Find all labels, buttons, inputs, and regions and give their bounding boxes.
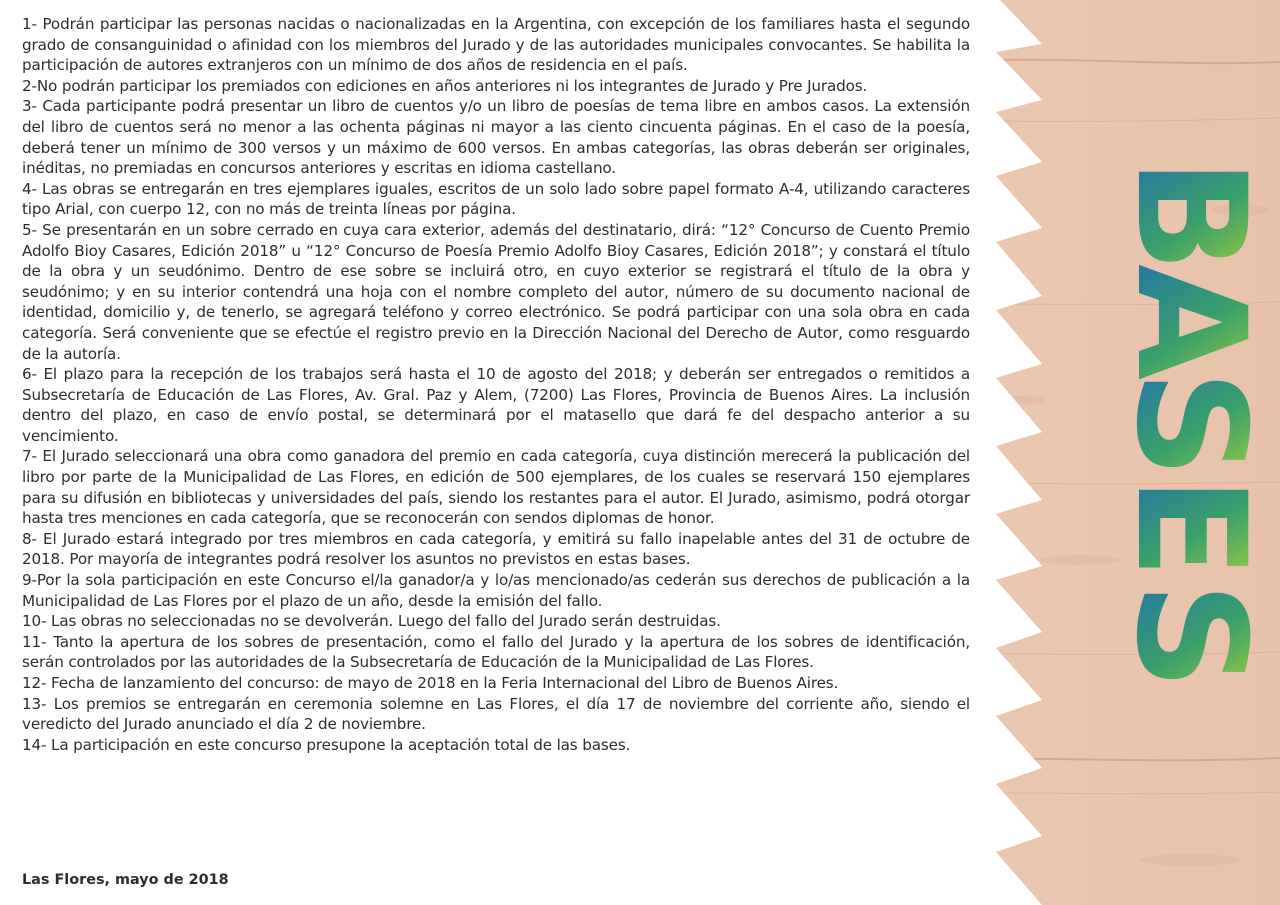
rule-3: 3- Cada participante podrá presentar un libro de cuentos y/o un libro de poesías de tema libre en ambos casos. La extensión del libro de cuentos será no menor a las ochenta páginas ni mayor a las ciento cincuenta páginas. En el caso de la poesía, deberá tener un mínimo de 300 versos y un máximo de 600 versos. En ambas categorías, las obras deberán ser originales, inéditas, no premiadas en concursos anteriores y escritas en idioma castellano. bbox=[22, 97, 970, 178]
rule-14: 14- La participación en este concurso presupone la aceptación total de las bases. bbox=[22, 735, 631, 754]
title-letter-2: A bbox=[1103, 264, 1277, 381]
rule-5: 5- Se presentarán en un sobre cerrado en cuya cara exterior, además del destinatario, dirá: “12° Concurso de Cuento Premio Adolfo Bioy Casares, Edición 2018” u “12° Concurso de Poesía Premio Adolfo Bioy Casares, Edición 2018”; y constará el título de la obra y un seudónimo. Dentro de ese sobre se incluirá otro, en cuyo exterior se registrará el título de la obra y seudónimo; y en su interior contendrá una hoja con el nombre completo del autor, número de su documento nacional de identidad, domicilio y, de tenerlo, se agregará teléfono y correo electrónico. Se podrá participar con una sola obra en cada categoría. Será conveniente que se efectúe el registro previo en la Dirección Nacional del Derecho de Autor, como resguardo de la autoría. bbox=[22, 220, 970, 363]
rules-body bbox=[22, 14, 970, 755]
rule-6: 6- El plazo para la recepción de los trabajos será hasta el 10 de agosto del 2018; y deberán ser entregados o remitidos a Subsecretaría de Educación de Las Flores, Av. Gral. Paz y Alem, (7200) Las Flores, Provincia de Buenos Aires. La inclusión dentro del plazo, en caso de envío postal, se determinará por el matasello que dará fe del despacho anterior a su vencimiento. bbox=[22, 365, 970, 445]
bases-title bbox=[1103, 158, 1277, 691]
rule-4: 4- Las obras se entregarán en tres ejemplares iguales, escritos de un solo lado sobre papel formato A-4, utilizando caracteres tipo Arial, con cuerpo 12, con no más de treinta líneas por página. bbox=[22, 179, 970, 219]
title-letter-4: E bbox=[1103, 476, 1277, 579]
rule-10: 10- Las obras no seleccionadas no se devolverán. Luego del fallo del Jurado serán destruidas. bbox=[22, 612, 721, 631]
title-letter-5: S bbox=[1103, 582, 1277, 691]
rule-9: 9-Por la sola participación en este Concurso el/la ganador/a y lo/as mencionado/as cederán sus derechos de publicación a la Municipalidad de Las Flores por el plazo de un año, desde la emisión del fallo. bbox=[22, 571, 970, 610]
signature-line: Las Flores, mayo de 2018 bbox=[22, 872, 229, 888]
title-letter-3: S bbox=[1103, 370, 1277, 479]
rule-1: 1- Podrán participar las personas nacidas o nacionalizadas en la Argentina, con excepción de los familiares hasta el segundo grado de consanguinidad o afinidad con los miembros del Jurado y de las autoridades municipales convocantes. Se habilita la participación de autores extranjeros con un mínimo de dos años de residencia en el país. bbox=[22, 15, 970, 75]
title-letter-1: B bbox=[1103, 158, 1277, 273]
rule-12: 12- Fecha de lanzamiento del concurso: de mayo de 2018 en la Feria Internacional del Libro de Buenos Aires. bbox=[22, 674, 839, 692]
rule-11: 11- Tanto la apertura de los sobres de presentación, como el fallo del Jurado y la apertura de los sobres de identificación, serán controlados por las autoridades de la Subsecretaría de Educación de la Municipalidad de Las Flores. bbox=[22, 632, 970, 672]
rule-2: 2-No podrán participar los premiados con ediciones en años anteriores ni los integrantes de Jurado y Pre Jurados. bbox=[22, 76, 868, 95]
rule-13: 13- Los premios se entregarán en ceremonia solemne en Las Flores, el día 17 de noviembre del corriente año, siendo el veredicto del Jurado anunciado el día 2 de noviembre. bbox=[22, 694, 970, 734]
rule-8: 8- El Jurado estará integrado por tres miembros en cada categoría, y emitirá su fallo inapelable antes del 31 de octubre de 2018. Por mayoría de integrantes podrá resolver los asuntos no previstos en estas bases. bbox=[22, 529, 970, 569]
rule-7: 7- El Jurado seleccionará una obra como ganadora del premio en cada categoría, cuya distinción merecerá la publicación del libro por parte de la Municipalidad de Las Flores, en edición de 500 ejemplares, de los cuales se reservará 150 ejemplares para su difusión en bibliotecas y universidades del país, siendo los restantes para el autor. El Jurado, asimismo, podrá otorgar hasta tres menciones en cada categoría, que se reconocerán con sendos diplomas de honor. bbox=[22, 447, 970, 528]
